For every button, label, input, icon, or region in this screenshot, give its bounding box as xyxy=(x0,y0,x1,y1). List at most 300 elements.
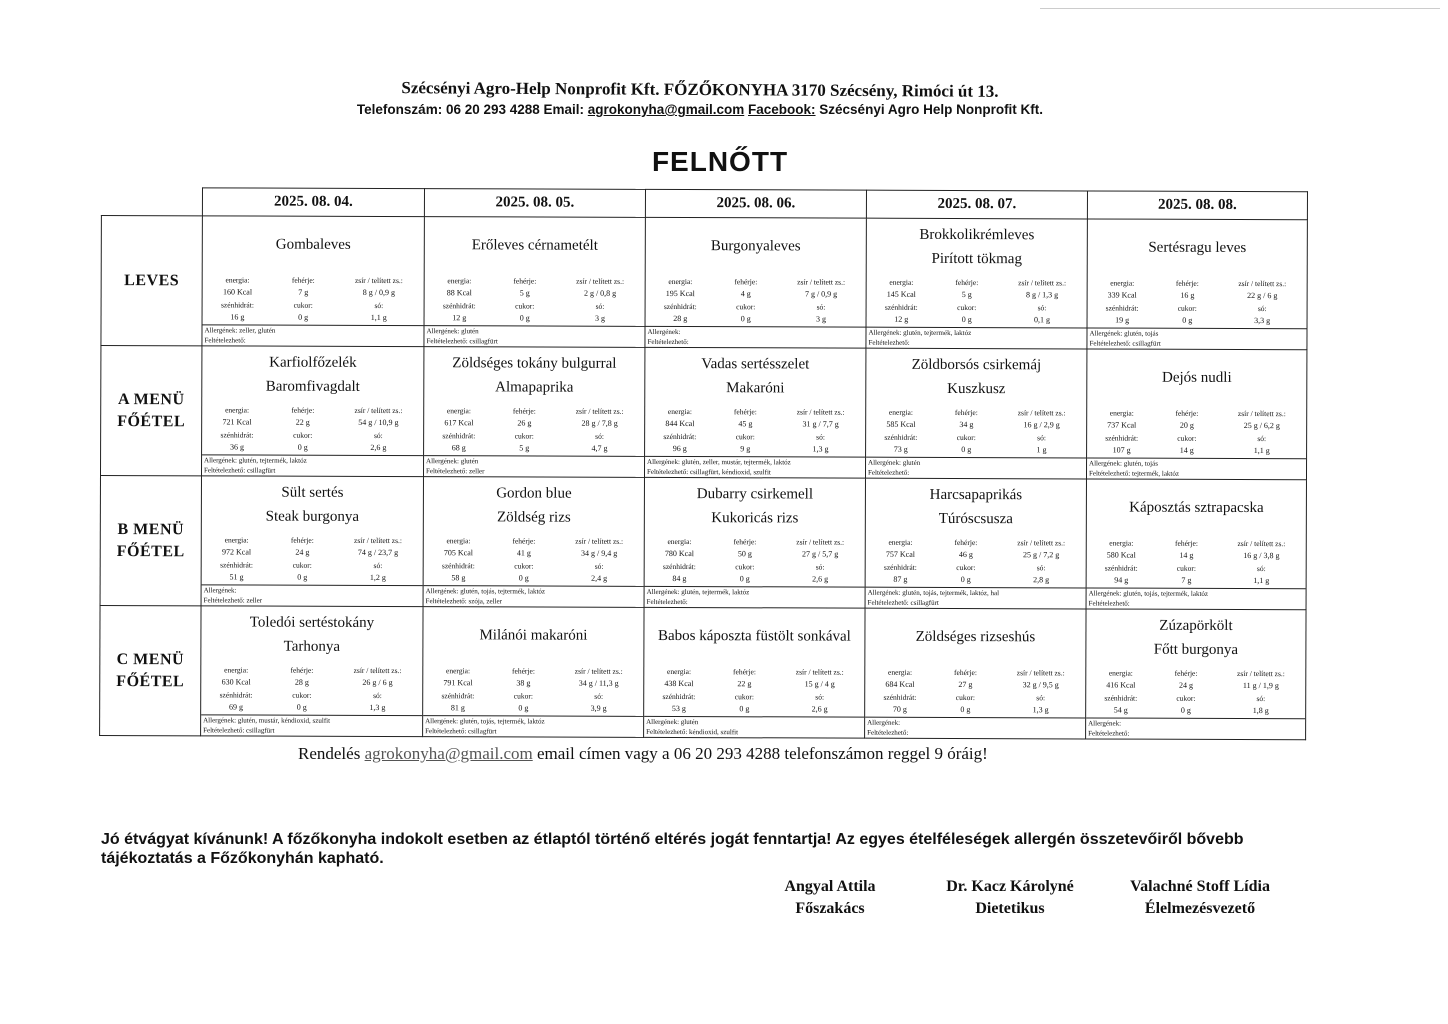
nutrition-energy: 88 Kcal xyxy=(446,288,472,298)
nutrition-label: zsír / telített zs.: xyxy=(575,406,624,416)
date-header-row xyxy=(101,188,1307,220)
nutrition-label: só: xyxy=(815,561,825,572)
nutrition-sugar: 0 g xyxy=(1180,705,1191,715)
nutrition-label: zsír / telített zs.: xyxy=(1016,668,1065,678)
nutrition-label: cukor: xyxy=(513,690,534,701)
nutrition-label: szénhidrát: xyxy=(1104,563,1138,573)
nutrition-label: szénhidrát: xyxy=(220,429,254,440)
order-prefix: Rendelés xyxy=(298,744,365,763)
menu-cell-content xyxy=(865,609,1085,739)
dish-name xyxy=(1087,349,1306,406)
possible-allergens: Feltételezhető: kéndioxid, szulfit xyxy=(646,727,739,737)
nutrition-label: energia: xyxy=(1109,538,1134,548)
possible-allergens: Feltételezhető: xyxy=(868,338,910,347)
nutrition-label: fehérje: xyxy=(513,276,537,286)
nutrition-protein: 16 g xyxy=(1180,291,1195,301)
nutrition-label: zsír / telített zs.: xyxy=(1238,278,1287,289)
nutrition-salt: 3,9 g xyxy=(590,703,607,713)
nutrition-carbs: 81 g xyxy=(450,702,465,713)
nutrition-label: zsír / telített zs.: xyxy=(574,666,623,676)
menu-cell-content xyxy=(1087,219,1306,349)
nutrition-label: fehérje: xyxy=(512,536,536,546)
nutrition-energy: 438 Kcal xyxy=(664,679,694,689)
dish-line: Dubarry csirkemell xyxy=(696,486,814,503)
nutrition-label: só: xyxy=(1256,693,1266,703)
allergens: Allergének: glutén, tojás, tejtermék, laktóz xyxy=(1087,587,1306,599)
menu-cell-content xyxy=(645,218,865,348)
nutrition-fat: 28 g / 7,8 g xyxy=(581,418,618,429)
dish-line: Baromfivagdalt xyxy=(265,378,360,395)
dish-name xyxy=(866,349,1086,406)
nutrition-energy: 684 Kcal xyxy=(885,679,915,690)
weekly-menu-table xyxy=(99,187,1308,740)
nutrition-fat: 15 g / 4 g xyxy=(804,679,835,689)
nutrition-fat: 8 g / 1,3 g xyxy=(1025,290,1059,300)
nutrition-label: cukor: xyxy=(1176,563,1196,573)
menu-cell-content xyxy=(424,347,644,477)
nutrition-label: fehérje: xyxy=(954,667,977,678)
menu-cell xyxy=(424,217,645,348)
nutrition-label: cukor: xyxy=(956,432,976,442)
nutrition-label: fehérje: xyxy=(290,665,314,675)
menu-cell xyxy=(1086,609,1306,740)
nutrition-label: szénhidrát: xyxy=(883,562,917,572)
menu-cell xyxy=(201,476,423,607)
nutrition-energy: 737 Kcal xyxy=(1107,420,1137,430)
menu-cell-content xyxy=(201,606,422,736)
nutrition-protein: 50 g xyxy=(737,549,752,559)
signature-role: Élelmezésvezető xyxy=(1144,900,1256,917)
dish-name xyxy=(424,477,644,534)
dish-line: Karfiolfőzelék xyxy=(269,354,357,371)
nutrition-grid xyxy=(202,402,423,455)
nutrition-grid xyxy=(866,535,1086,588)
nutrition-salt: 1,1 g xyxy=(1253,445,1270,455)
nutrition-label: energia: xyxy=(668,276,693,287)
dish-line: Brokkolikrémleves xyxy=(919,226,1035,244)
nutrition-label: só: xyxy=(1037,302,1047,312)
nutrition-protein: 38 g xyxy=(516,678,531,688)
nutrition-label: cukor: xyxy=(293,430,313,440)
menu-cell-content xyxy=(1087,349,1306,479)
nutrition-sugar: 0 g xyxy=(296,702,307,712)
nutrition-fat: 22 g / 6 g xyxy=(1247,291,1278,301)
nutrition-protein: 41 g xyxy=(516,548,531,558)
nutrition-fat: 16 g / 2,9 g xyxy=(1023,420,1060,430)
nutrition-fat: 2 g / 0,8 g xyxy=(583,288,617,299)
nutrition-energy: 791 Kcal xyxy=(443,678,473,688)
possible-allergens: Feltételezhető: xyxy=(867,728,909,737)
scan-edge-line xyxy=(1040,8,1440,9)
nutrition-protein: 24 g xyxy=(295,547,310,557)
nutrition-label: energia: xyxy=(889,277,914,287)
nutrition-grid xyxy=(201,662,422,715)
menu-cell xyxy=(423,607,644,738)
page-title: FELNŐTT xyxy=(651,146,789,177)
possible-allergens: Feltételezhető: csillagfürt xyxy=(203,726,275,735)
nutrition-carbs: 54 g xyxy=(1113,705,1128,715)
nutrition-grid xyxy=(1087,535,1306,588)
nutrition-label: fehérje: xyxy=(291,275,315,285)
nutrition-label: só: xyxy=(594,561,604,571)
dish-line: Túróscsusza xyxy=(938,510,1013,528)
dish-line: Zöldséges rizseshús xyxy=(915,628,1036,646)
nutrition-protein: 4 g xyxy=(740,289,751,299)
nutrition-protein: 22 g xyxy=(295,417,310,427)
nutrition-label: fehérje: xyxy=(1175,278,1199,288)
signature-catering-manager xyxy=(1100,876,1300,920)
nutrition-label: fehérje: xyxy=(1175,538,1198,548)
possible-allergens: Feltételezhető: zeller xyxy=(203,596,263,605)
menu-cell-content xyxy=(202,216,423,346)
nutrition-fat: 27 g / 5,7 g xyxy=(802,549,839,559)
allergens: Allergének: glutén xyxy=(866,457,1086,469)
nutrition-carbs: 36 g xyxy=(229,442,244,452)
allergens: Allergének: glutén, tejtermék, laktóz xyxy=(202,454,423,466)
nutrition-label: fehérje: xyxy=(512,666,535,676)
possible-allergens: Feltételezhető: csillagfürt xyxy=(1089,339,1161,348)
date-header: 2025. 08. 04. xyxy=(202,188,424,217)
nutrition-sugar: 0 g xyxy=(961,444,972,454)
date-header: 2025. 08. 06. xyxy=(645,189,866,218)
nutrition-carbs: 107 g xyxy=(1112,445,1131,455)
nutrition-label: szénhidrát: xyxy=(663,431,697,441)
nutrition-label: zsír / telített zs.: xyxy=(796,407,845,417)
nutrition-sugar: 0 g xyxy=(518,573,529,583)
nutrition-label: energia: xyxy=(224,665,249,675)
nutrition-energy: 757 Kcal xyxy=(885,549,916,560)
nutrition-grid xyxy=(644,664,864,717)
row-label-text: FŐÉTEL xyxy=(116,672,185,690)
nutrition-label: szénhidrát: xyxy=(1104,693,1138,703)
nutrition-grid xyxy=(424,533,644,586)
nutrition-salt: 1 g xyxy=(1036,445,1047,455)
nutrition-label: energia: xyxy=(667,406,692,417)
dish-line: Milánói makaróni xyxy=(479,627,588,644)
nutrition-label: cukor: xyxy=(1176,693,1196,703)
nutrition-label: cukor: xyxy=(1177,433,1197,443)
nutrition-salt: 3 g xyxy=(594,313,605,323)
nutrition-label: szénhidrát: xyxy=(663,301,697,311)
dish-line: Zúzapörkölt xyxy=(1159,617,1233,634)
dish-name xyxy=(1087,479,1306,536)
possible-allergens: Feltételezhető: csillagfürt xyxy=(867,598,939,607)
nutrition-carbs: 53 g xyxy=(671,703,686,713)
dish-line: Főtt burgonya xyxy=(1153,641,1239,658)
nutrition-grid xyxy=(423,663,643,716)
nutrition-label: só: xyxy=(1036,692,1046,702)
nutrition-label: cukor: xyxy=(736,301,756,311)
nutrition-energy: 617 Kcal xyxy=(444,418,474,428)
dish-line: Almapaprika xyxy=(495,379,574,396)
menu-cell-content xyxy=(424,477,644,607)
nutrition-label: szénhidrát: xyxy=(220,299,254,310)
nutrition-grid xyxy=(1087,405,1306,458)
nutrition-label: cukor: xyxy=(735,431,755,441)
nutrition-energy: 721 Kcal xyxy=(222,417,252,427)
nutrition-label: só: xyxy=(374,300,384,310)
nutrition-label: zsír / telített zs.: xyxy=(575,536,624,546)
menu-cell-content xyxy=(202,476,423,606)
nutrition-sugar: 0 g xyxy=(297,442,308,452)
menu-row xyxy=(101,216,1307,350)
header-phone: Telefonszám: 06 20 293 4288 Email: xyxy=(356,102,588,117)
dish-line: Gombaleves xyxy=(275,236,351,253)
nutrition-fat: 34 g / 9,4 g xyxy=(581,548,618,559)
nutrition-fat: 16 g / 3,8 g xyxy=(1243,551,1280,561)
nutrition-fat: 26 g / 6 g xyxy=(362,678,393,688)
nutrition-label: energia: xyxy=(888,407,913,417)
nutrition-salt: 2,8 g xyxy=(1033,575,1050,585)
allergens: Allergének: glutén xyxy=(644,716,864,728)
nutrition-label: zsír / telített zs.: xyxy=(795,667,844,677)
corner-cell xyxy=(101,188,202,216)
dish-line: Zöldséges tokány bulgurral xyxy=(452,355,617,372)
nutrition-sugar: 5 g xyxy=(519,443,530,453)
dish-line: Zöldborsós csirkemáj xyxy=(911,356,1042,374)
nutrition-carbs: 12 g xyxy=(452,312,467,323)
possible-allergens: Feltételezhető: xyxy=(1088,599,1130,608)
allergens: Allergének: zeller, glutén xyxy=(202,324,423,336)
nutrition-fat: 74 g / 23,7 g xyxy=(357,548,399,558)
nutrition-carbs: 68 g xyxy=(451,442,466,453)
dish-line: Makaróni xyxy=(726,380,785,397)
nutrition-carbs: 51 g xyxy=(229,572,244,582)
nutrition-sugar: 0 g xyxy=(519,313,530,323)
menu-cell xyxy=(201,606,423,737)
nutrition-fat: 32 g / 9,5 g xyxy=(1022,680,1059,690)
nutrition-label: cukor: xyxy=(514,560,534,571)
nutrition-label: só: xyxy=(1037,432,1046,442)
nutrition-label: szénhidrát: xyxy=(441,690,475,700)
header-contact-line xyxy=(200,102,1200,117)
header-facebook-value: Szécsényi Agro Help Nonprofit Kft. xyxy=(815,102,1044,117)
nutrition-label: cukor: xyxy=(292,690,312,700)
nutrition-label: zsír / telített zs.: xyxy=(1236,668,1285,679)
allergens: Allergének: xyxy=(1086,717,1305,729)
signature-name: Valachné Stoff Lídia xyxy=(1130,878,1270,895)
nutrition-label: energia: xyxy=(225,275,250,285)
nutrition-label: cukor: xyxy=(293,300,313,310)
dish-name xyxy=(425,217,645,274)
dish-line: Tarhonya xyxy=(283,638,341,655)
nutrition-label: fehérje: xyxy=(512,406,536,416)
nutrition-fat: 11 g / 1,9 g xyxy=(1242,681,1279,691)
menu-cell-content xyxy=(866,219,1086,349)
nutrition-label: só: xyxy=(816,301,826,312)
nutrition-label: só: xyxy=(373,690,382,700)
dish-name xyxy=(201,606,422,663)
dish-name xyxy=(203,216,424,273)
allergens: Allergének: glutén, tojás xyxy=(1087,457,1306,469)
menu-cell-content xyxy=(424,217,644,347)
nutrition-label: zsír / telített zs.: xyxy=(354,275,403,286)
menu-cell xyxy=(201,346,423,477)
nutrition-salt: 2,6 g xyxy=(370,442,387,452)
nutrition-label: só: xyxy=(816,431,825,442)
nutrition-sugar: 0 g xyxy=(1182,315,1193,325)
nutrition-label: energia: xyxy=(888,537,913,547)
nutrition-label: energia: xyxy=(1109,408,1134,418)
possible-allergens: Feltételezhető: csillagfürt xyxy=(203,466,276,475)
nutrition-fat: 25 g / 7,2 g xyxy=(1023,550,1060,560)
nutrition-label: cukor: xyxy=(957,302,977,312)
nutrition-fat: 25 g / 6,2 g xyxy=(1243,421,1280,431)
dish-name xyxy=(1086,609,1305,666)
menu-cell-content xyxy=(644,608,864,738)
possible-allergens: Feltételezhető: csillagfürt xyxy=(426,337,498,346)
nutrition-label: energia: xyxy=(447,276,472,286)
nutrition-label: szénhidrát: xyxy=(442,300,476,310)
header-email-link[interactable]: agrokonyha@gmail.com xyxy=(587,102,745,117)
nutrition-salt: 1,8 g xyxy=(1252,705,1269,715)
nutrition-label: fehérje: xyxy=(734,277,758,287)
nutrition-label: energia: xyxy=(887,667,913,677)
possible-allergens: Feltételezhető: xyxy=(646,597,688,607)
nutrition-label: szénhidrát: xyxy=(220,559,254,570)
nutrition-label: zsír / telített zs.: xyxy=(354,535,402,546)
nutrition-salt: 1,3 g xyxy=(812,444,829,454)
possible-allergens: Feltételezhető: szója, zeller xyxy=(425,597,502,606)
nutrition-sugar: 9 g xyxy=(740,443,751,454)
allergens: Allergének: glutén, tojás, tejtermék, laktóz xyxy=(423,715,643,727)
nutrition-fat: 7 g / 0,9 g xyxy=(804,289,838,299)
nutrition-label: cukor: xyxy=(734,691,755,701)
menu-cell-content xyxy=(645,348,865,478)
nutrition-label: fehérje: xyxy=(1174,668,1198,678)
menu-cell xyxy=(644,607,865,738)
menu-cell-content xyxy=(1086,609,1305,739)
nutrition-sugar: 0 g xyxy=(298,312,309,322)
dish-name xyxy=(202,346,423,403)
nutrition-grid xyxy=(866,405,1086,458)
nutrition-label: energia: xyxy=(446,536,471,546)
nutrition-label: szénhidrát: xyxy=(883,692,917,702)
nutrition-salt: 3 g xyxy=(815,314,826,324)
nutrition-label: szénhidrát: xyxy=(1105,303,1139,313)
nutrition-label: zsír / telített zs.: xyxy=(796,537,845,547)
nutrition-label: szénhidrát: xyxy=(219,689,253,700)
signature-name: Angyal Attila xyxy=(784,878,876,895)
nutrition-label: cukor: xyxy=(1177,303,1197,313)
nutrition-label: szénhidrát: xyxy=(1105,433,1139,443)
dish-name xyxy=(865,609,1085,666)
nutrition-label: só: xyxy=(373,560,383,570)
allergens: Allergének: xyxy=(865,717,1085,729)
nutrition-energy: 160 Kcal xyxy=(222,287,253,297)
closing-notice: Jó étvágyat kívánunk! A főzőkonyha indokolt esetben az étlaptól történő eltérés jogát fenntartja! Az egyes ételféleségek allergén összetevőiről bővebb tájékoztatás a Főzőkonyhán kapható. xyxy=(101,831,1244,867)
nutrition-label: fehérje: xyxy=(291,405,315,415)
menu-cell xyxy=(866,218,1087,349)
nutrition-protein: 5 g xyxy=(519,288,530,298)
nutrition-protein: 26 g xyxy=(517,418,532,428)
menu-row xyxy=(100,605,1306,739)
nutrition-label: zsír / telített zs.: xyxy=(1017,538,1066,548)
nutrition-protein: 34 g xyxy=(959,420,974,430)
dish-line: Pirított tökmag xyxy=(931,250,1022,268)
nutrition-grid xyxy=(1088,275,1307,328)
date-header: 2025. 08. 07. xyxy=(866,190,1087,219)
nutrition-label: energia: xyxy=(224,535,249,545)
order-email-link[interactable]: agrokonyha@gmail.com xyxy=(364,744,533,763)
dish-line: Zöldség rizs xyxy=(496,509,571,526)
nutrition-carbs: 96 g xyxy=(672,443,687,453)
allergens: Allergének: glutén, zeller, mustár, tejtermék, laktóz xyxy=(645,456,865,468)
nutrition-label: fehérje: xyxy=(733,407,757,417)
dish-line: Dejós nudli xyxy=(1162,369,1232,386)
nutrition-label: szénhidrát: xyxy=(442,430,476,440)
nutrition-label: só: xyxy=(594,691,604,701)
menu-row xyxy=(100,476,1306,610)
row-label-text: FŐÉTEL xyxy=(116,542,185,560)
nutrition-protein: 22 g xyxy=(737,679,752,689)
nutrition-label: fehérje: xyxy=(954,407,978,418)
nutrition-label: zsír / telített zs.: xyxy=(576,276,625,286)
possible-allergens: Feltételezhető: csillagfürt, kéndioxid, szulfit xyxy=(646,467,771,477)
nutrition-protein: 5 g xyxy=(961,290,972,300)
nutrition-label: só: xyxy=(1257,303,1267,313)
nutrition-label: fehérje: xyxy=(1175,408,1199,418)
nutrition-label: cukor: xyxy=(514,430,534,441)
signature-name: Dr. Kacz Károlyné xyxy=(946,878,1074,895)
nutrition-grid xyxy=(645,404,865,457)
nutrition-sugar: 0 g xyxy=(740,313,751,324)
dish-name xyxy=(646,218,866,275)
menu-cell xyxy=(1087,219,1307,350)
nutrition-energy: 844 Kcal xyxy=(665,419,695,429)
nutrition-label: energia: xyxy=(1110,278,1135,288)
menu-cell xyxy=(1086,349,1306,480)
nutrition-carbs: 73 g xyxy=(893,444,908,454)
allergens: Allergének: glutén, tejtermék, laktóz xyxy=(866,327,1086,339)
dish-line: Erőleves cérnametélt xyxy=(471,237,598,254)
nutrition-label: energia: xyxy=(667,536,692,547)
dish-line: Vadas sertésszelet xyxy=(701,356,810,373)
nutrition-salt: 1,2 g xyxy=(369,572,386,582)
nutrition-label: fehérje: xyxy=(955,277,979,288)
nutrition-carbs: 16 g xyxy=(230,312,245,322)
menu-cell xyxy=(865,348,1086,479)
nutrition-salt: 1,1 g xyxy=(370,312,387,322)
possible-allergens: Feltételezhető: xyxy=(204,336,246,345)
nutrition-sugar: 0 g xyxy=(960,704,971,714)
nutrition-protein: 20 g xyxy=(1179,421,1194,431)
dish-line: Káposztás sztrapacska xyxy=(1129,499,1264,517)
allergens: Allergének: glutén, tojás, tejtermék, laktóz xyxy=(424,585,644,597)
nutrition-label: cukor: xyxy=(955,692,976,702)
nutrition-salt: 2,6 g xyxy=(812,574,829,584)
dish-name xyxy=(866,479,1086,536)
nutrition-label: energia: xyxy=(446,406,471,416)
possible-allergens: Feltételezhető: xyxy=(647,337,689,347)
nutrition-label: szénhidrát: xyxy=(884,302,918,312)
possible-allergens: Feltételezhető: tejtermék, laktóz xyxy=(1088,469,1180,478)
possible-allergens: Feltételezhető: csillagfürt xyxy=(425,727,497,736)
nutrition-fat: 31 g / 7,7 g xyxy=(802,419,839,429)
signature-chef xyxy=(760,876,900,920)
dish-line: Babos káposzta füstölt sonkával xyxy=(657,627,851,645)
possible-allergens: Feltételezhető: xyxy=(867,468,910,477)
nutrition-label: szénhidrát: xyxy=(441,560,475,570)
menu-cell xyxy=(423,477,644,608)
nutrition-salt: 1,3 g xyxy=(1032,705,1049,715)
nutrition-energy: 705 Kcal xyxy=(443,548,474,558)
nutrition-energy: 580 Kcal xyxy=(1106,550,1136,560)
nutrition-protein: 14 g xyxy=(1179,551,1194,561)
dish-name xyxy=(202,476,423,533)
dish-line: Sertésragu leves xyxy=(1148,239,1247,256)
nutrition-fat: 34 g / 11,3 g xyxy=(578,678,619,689)
